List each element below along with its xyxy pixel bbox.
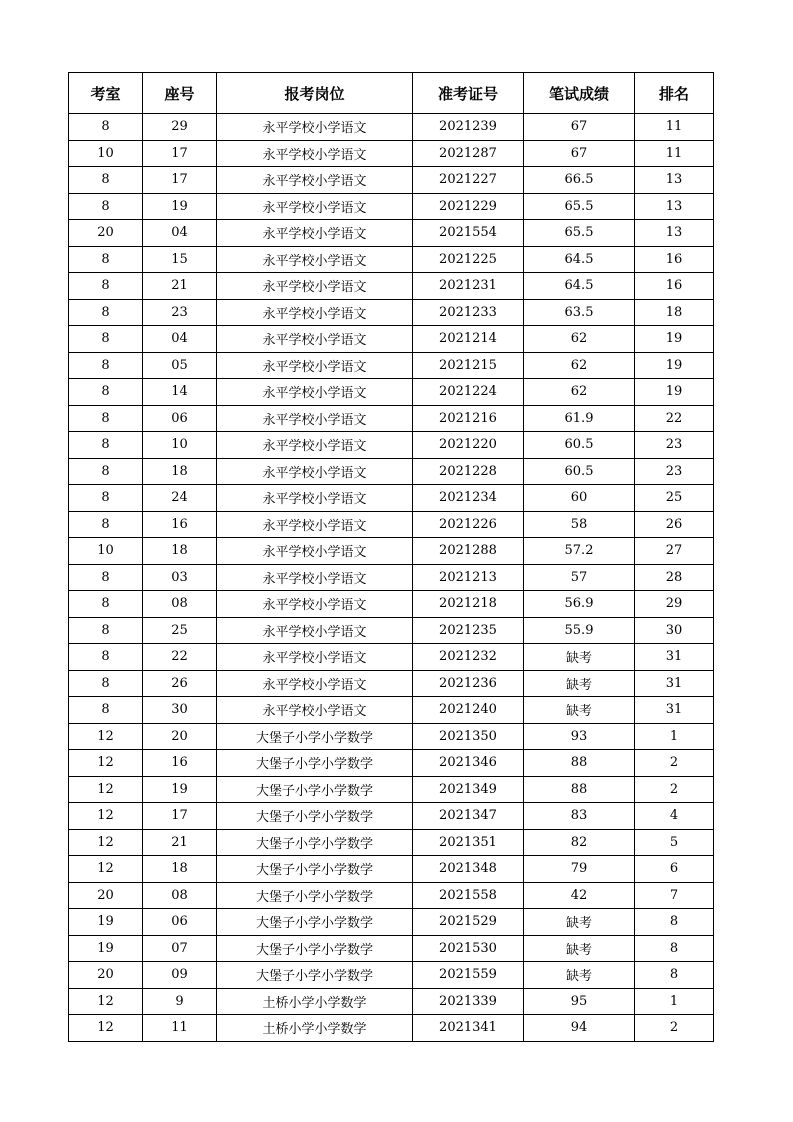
- exam-room-cell: 12: [69, 803, 143, 830]
- table-row: [69, 299, 714, 326]
- seat-number-cell: 18: [143, 538, 217, 565]
- seat-number-cell: 11: [143, 1015, 217, 1042]
- written-score-cell: 缺考: [524, 962, 635, 989]
- written-score-cell: 88: [524, 776, 635, 803]
- table-row: [69, 962, 714, 989]
- written-score-cell: 79: [524, 856, 635, 883]
- seat-number-cell: 04: [143, 326, 217, 353]
- table-row: [69, 485, 714, 512]
- rank-cell: 16: [635, 246, 714, 273]
- position-cell: 永平学校小学语文: [217, 670, 413, 697]
- seat-number-cell: 20: [143, 723, 217, 750]
- admission-number-cell: 2021213: [413, 564, 524, 591]
- seat-number-cell: 07: [143, 935, 217, 962]
- exam-room-cell: 8: [69, 697, 143, 724]
- written-score-cell: 83: [524, 803, 635, 830]
- table-row: [69, 273, 714, 300]
- position-cell: 大堡子小学小学数学: [217, 723, 413, 750]
- table-row: [69, 114, 714, 141]
- table-row: [69, 856, 714, 883]
- admission-number-cell: 2021224: [413, 379, 524, 406]
- admission-number-cell: 2021347: [413, 803, 524, 830]
- rank-cell: 2: [635, 776, 714, 803]
- seat-number-cell: 18: [143, 458, 217, 485]
- written-score-cell: 缺考: [524, 644, 635, 671]
- written-score-cell: 62: [524, 326, 635, 353]
- exam-room-cell: 10: [69, 140, 143, 167]
- seat-number-cell: 17: [143, 803, 217, 830]
- table-row: [69, 352, 714, 379]
- rank-cell: 23: [635, 432, 714, 459]
- seat-number-cell: 06: [143, 405, 217, 432]
- admission-number-cell: 2021218: [413, 591, 524, 618]
- admission-number-cell: 2021351: [413, 829, 524, 856]
- written-score-cell: 62: [524, 352, 635, 379]
- rank-cell: 6: [635, 856, 714, 883]
- rank-cell: 19: [635, 352, 714, 379]
- position-cell: 大堡子小学小学数学: [217, 776, 413, 803]
- written-score-cell: 65.5: [524, 220, 635, 247]
- seat-number-cell: 05: [143, 352, 217, 379]
- position-cell: 永平学校小学语文: [217, 352, 413, 379]
- seat-number-cell: 17: [143, 167, 217, 194]
- rank-cell: 22: [635, 405, 714, 432]
- rank-cell: 18: [635, 299, 714, 326]
- exam-room-cell: 8: [69, 379, 143, 406]
- seat-number-cell: 08: [143, 591, 217, 618]
- rank-cell: 31: [635, 644, 714, 671]
- admission-number-cell: 2021227: [413, 167, 524, 194]
- rank-cell: 11: [635, 114, 714, 141]
- table-row: [69, 458, 714, 485]
- admission-number-cell: 2021559: [413, 962, 524, 989]
- score-table: [68, 72, 714, 1042]
- table-row: [69, 882, 714, 909]
- seat-number-cell: 03: [143, 564, 217, 591]
- admission-number-cell: 2021349: [413, 776, 524, 803]
- seat-number-cell: 22: [143, 644, 217, 671]
- position-cell: 永平学校小学语文: [217, 379, 413, 406]
- written-score-cell: 60.5: [524, 458, 635, 485]
- rank-cell: 28: [635, 564, 714, 591]
- exam-room-cell: 12: [69, 829, 143, 856]
- position-cell: 永平学校小学语文: [217, 644, 413, 671]
- exam-room-cell: 8: [69, 405, 143, 432]
- header-row: [69, 73, 714, 114]
- header-seat-number: 座号: [143, 73, 217, 114]
- position-cell: 永平学校小学语文: [217, 432, 413, 459]
- admission-number-cell: 2021236: [413, 670, 524, 697]
- rank-cell: 16: [635, 273, 714, 300]
- written-score-cell: 缺考: [524, 697, 635, 724]
- position-cell: 大堡子小学小学数学: [217, 803, 413, 830]
- position-cell: 大堡子小学小学数学: [217, 829, 413, 856]
- written-score-cell: 63.5: [524, 299, 635, 326]
- table-row: [69, 246, 714, 273]
- rank-cell: 31: [635, 670, 714, 697]
- exam-room-cell: 8: [69, 114, 143, 141]
- written-score-cell: 82: [524, 829, 635, 856]
- position-cell: 大堡子小学小学数学: [217, 935, 413, 962]
- admission-number-cell: 2021529: [413, 909, 524, 936]
- rank-cell: 8: [635, 909, 714, 936]
- position-cell: 永平学校小学语文: [217, 246, 413, 273]
- position-cell: 永平学校小学语文: [217, 167, 413, 194]
- exam-room-cell: 8: [69, 432, 143, 459]
- exam-room-cell: 12: [69, 776, 143, 803]
- admission-number-cell: 2021232: [413, 644, 524, 671]
- table-row: [69, 379, 714, 406]
- table-row: [69, 644, 714, 671]
- header-admission-number: 准考证号: [413, 73, 524, 114]
- exam-room-cell: 20: [69, 882, 143, 909]
- header-written-score: 笔试成绩: [524, 73, 635, 114]
- table-row: [69, 405, 714, 432]
- rank-cell: 1: [635, 988, 714, 1015]
- table-row: [69, 617, 714, 644]
- position-cell: 永平学校小学语文: [217, 220, 413, 247]
- position-cell: 永平学校小学语文: [217, 140, 413, 167]
- table-row: [69, 140, 714, 167]
- admission-number-cell: 2021346: [413, 750, 524, 777]
- written-score-cell: 67: [524, 140, 635, 167]
- position-cell: 大堡子小学小学数学: [217, 962, 413, 989]
- admission-number-cell: 2021234: [413, 485, 524, 512]
- table-row: [69, 326, 714, 353]
- admission-number-cell: 2021235: [413, 617, 524, 644]
- exam-room-cell: 8: [69, 246, 143, 273]
- admission-number-cell: 2021228: [413, 458, 524, 485]
- table-row: [69, 538, 714, 565]
- seat-number-cell: 10: [143, 432, 217, 459]
- seat-number-cell: 16: [143, 511, 217, 538]
- table-row: [69, 564, 714, 591]
- written-score-cell: 64.5: [524, 246, 635, 273]
- table-row: [69, 511, 714, 538]
- seat-number-cell: 29: [143, 114, 217, 141]
- position-cell: 永平学校小学语文: [217, 114, 413, 141]
- admission-number-cell: 2021225: [413, 246, 524, 273]
- exam-room-cell: 8: [69, 617, 143, 644]
- position-cell: 永平学校小学语文: [217, 458, 413, 485]
- exam-room-cell: 8: [69, 167, 143, 194]
- admission-number-cell: 2021530: [413, 935, 524, 962]
- position-cell: 大堡子小学小学数学: [217, 856, 413, 883]
- table-row: [69, 220, 714, 247]
- written-score-cell: 61.9: [524, 405, 635, 432]
- admission-number-cell: 2021229: [413, 193, 524, 220]
- admission-number-cell: 2021239: [413, 114, 524, 141]
- table-row: [69, 1015, 714, 1042]
- written-score-cell: 64.5: [524, 273, 635, 300]
- written-score-cell: 95: [524, 988, 635, 1015]
- exam-room-cell: 8: [69, 193, 143, 220]
- admission-number-cell: 2021233: [413, 299, 524, 326]
- header-position: 报考岗位: [217, 73, 413, 114]
- admission-number-cell: 2021216: [413, 405, 524, 432]
- admission-number-cell: 2021554: [413, 220, 524, 247]
- seat-number-cell: 18: [143, 856, 217, 883]
- table-row: [69, 697, 714, 724]
- rank-cell: 2: [635, 750, 714, 777]
- rank-cell: 13: [635, 167, 714, 194]
- admission-number-cell: 2021341: [413, 1015, 524, 1042]
- table-row: [69, 193, 714, 220]
- position-cell: 永平学校小学语文: [217, 485, 413, 512]
- position-cell: 土桥小学小学数学: [217, 988, 413, 1015]
- seat-number-cell: 9: [143, 988, 217, 1015]
- exam-room-cell: 8: [69, 458, 143, 485]
- rank-cell: 1: [635, 723, 714, 750]
- table-row: [69, 988, 714, 1015]
- written-score-cell: 58: [524, 511, 635, 538]
- position-cell: 永平学校小学语文: [217, 591, 413, 618]
- table-row: [69, 670, 714, 697]
- rank-cell: 7: [635, 882, 714, 909]
- seat-number-cell: 24: [143, 485, 217, 512]
- exam-room-cell: 12: [69, 856, 143, 883]
- seat-number-cell: 14: [143, 379, 217, 406]
- exam-room-cell: 19: [69, 909, 143, 936]
- written-score-cell: 94: [524, 1015, 635, 1042]
- seat-number-cell: 19: [143, 776, 217, 803]
- position-cell: 永平学校小学语文: [217, 511, 413, 538]
- admission-number-cell: 2021558: [413, 882, 524, 909]
- rank-cell: 19: [635, 326, 714, 353]
- table-row: [69, 723, 714, 750]
- table-row: [69, 909, 714, 936]
- exam-room-cell: 8: [69, 326, 143, 353]
- rank-cell: 11: [635, 140, 714, 167]
- written-score-cell: 缺考: [524, 935, 635, 962]
- seat-number-cell: 23: [143, 299, 217, 326]
- exam-room-cell: 8: [69, 273, 143, 300]
- written-score-cell: 缺考: [524, 909, 635, 936]
- rank-cell: 27: [635, 538, 714, 565]
- admission-number-cell: 2021287: [413, 140, 524, 167]
- position-cell: 永平学校小学语文: [217, 564, 413, 591]
- table-body: [69, 114, 714, 1042]
- exam-room-cell: 8: [69, 591, 143, 618]
- written-score-cell: 67: [524, 114, 635, 141]
- header-exam-room: 考室: [69, 73, 143, 114]
- position-cell: 大堡子小学小学数学: [217, 882, 413, 909]
- exam-room-cell: 12: [69, 988, 143, 1015]
- seat-number-cell: 21: [143, 273, 217, 300]
- written-score-cell: 56.9: [524, 591, 635, 618]
- table-row: [69, 935, 714, 962]
- seat-number-cell: 17: [143, 140, 217, 167]
- table-row: [69, 591, 714, 618]
- exam-room-cell: 8: [69, 564, 143, 591]
- rank-cell: 30: [635, 617, 714, 644]
- seat-number-cell: 15: [143, 246, 217, 273]
- seat-number-cell: 08: [143, 882, 217, 909]
- admission-number-cell: 2021348: [413, 856, 524, 883]
- position-cell: 大堡子小学小学数学: [217, 750, 413, 777]
- written-score-cell: 缺考: [524, 670, 635, 697]
- admission-number-cell: 2021288: [413, 538, 524, 565]
- rank-cell: 8: [635, 962, 714, 989]
- position-cell: 永平学校小学语文: [217, 299, 413, 326]
- seat-number-cell: 16: [143, 750, 217, 777]
- rank-cell: 31: [635, 697, 714, 724]
- admission-number-cell: 2021350: [413, 723, 524, 750]
- table-row: [69, 776, 714, 803]
- exam-room-cell: 10: [69, 538, 143, 565]
- position-cell: 大堡子小学小学数学: [217, 909, 413, 936]
- written-score-cell: 66.5: [524, 167, 635, 194]
- written-score-cell: 57: [524, 564, 635, 591]
- position-cell: 永平学校小学语文: [217, 405, 413, 432]
- position-cell: 永平学校小学语文: [217, 538, 413, 565]
- rank-cell: 26: [635, 511, 714, 538]
- admission-number-cell: 2021339: [413, 988, 524, 1015]
- seat-number-cell: 25: [143, 617, 217, 644]
- exam-room-cell: 12: [69, 750, 143, 777]
- rank-cell: 29: [635, 591, 714, 618]
- rank-cell: 4: [635, 803, 714, 830]
- position-cell: 永平学校小学语文: [217, 617, 413, 644]
- exam-room-cell: 8: [69, 670, 143, 697]
- written-score-cell: 88: [524, 750, 635, 777]
- exam-room-cell: 8: [69, 511, 143, 538]
- written-score-cell: 60.5: [524, 432, 635, 459]
- seat-number-cell: 30: [143, 697, 217, 724]
- written-score-cell: 42: [524, 882, 635, 909]
- written-score-cell: 65.5: [524, 193, 635, 220]
- exam-room-cell: 8: [69, 644, 143, 671]
- admission-number-cell: 2021220: [413, 432, 524, 459]
- rank-cell: 13: [635, 193, 714, 220]
- exam-room-cell: 8: [69, 299, 143, 326]
- table-row: [69, 829, 714, 856]
- written-score-cell: 62: [524, 379, 635, 406]
- seat-number-cell: 21: [143, 829, 217, 856]
- position-cell: 永平学校小学语文: [217, 697, 413, 724]
- admission-number-cell: 2021215: [413, 352, 524, 379]
- written-score-cell: 93: [524, 723, 635, 750]
- written-score-cell: 60: [524, 485, 635, 512]
- exam-room-cell: 8: [69, 352, 143, 379]
- position-cell: 土桥小学小学数学: [217, 1015, 413, 1042]
- position-cell: 永平学校小学语文: [217, 326, 413, 353]
- table-row: [69, 750, 714, 777]
- admission-number-cell: 2021214: [413, 326, 524, 353]
- seat-number-cell: 26: [143, 670, 217, 697]
- position-cell: 永平学校小学语文: [217, 193, 413, 220]
- written-score-cell: 55.9: [524, 617, 635, 644]
- admission-number-cell: 2021240: [413, 697, 524, 724]
- table-row: [69, 432, 714, 459]
- rank-cell: 5: [635, 829, 714, 856]
- rank-cell: 2: [635, 1015, 714, 1042]
- exam-room-cell: 8: [69, 485, 143, 512]
- position-cell: 永平学校小学语文: [217, 273, 413, 300]
- admission-number-cell: 2021226: [413, 511, 524, 538]
- exam-room-cell: 12: [69, 723, 143, 750]
- exam-room-cell: 19: [69, 935, 143, 962]
- header-rank: 排名: [635, 73, 714, 114]
- rank-cell: 25: [635, 485, 714, 512]
- rank-cell: 19: [635, 379, 714, 406]
- exam-room-cell: 20: [69, 220, 143, 247]
- rank-cell: 8: [635, 935, 714, 962]
- rank-cell: 23: [635, 458, 714, 485]
- written-score-cell: 57.2: [524, 538, 635, 565]
- exam-room-cell: 12: [69, 1015, 143, 1042]
- seat-number-cell: 04: [143, 220, 217, 247]
- admission-number-cell: 2021231: [413, 273, 524, 300]
- seat-number-cell: 19: [143, 193, 217, 220]
- seat-number-cell: 06: [143, 909, 217, 936]
- seat-number-cell: 09: [143, 962, 217, 989]
- table-row: [69, 167, 714, 194]
- exam-room-cell: 20: [69, 962, 143, 989]
- rank-cell: 13: [635, 220, 714, 247]
- table-row: [69, 803, 714, 830]
